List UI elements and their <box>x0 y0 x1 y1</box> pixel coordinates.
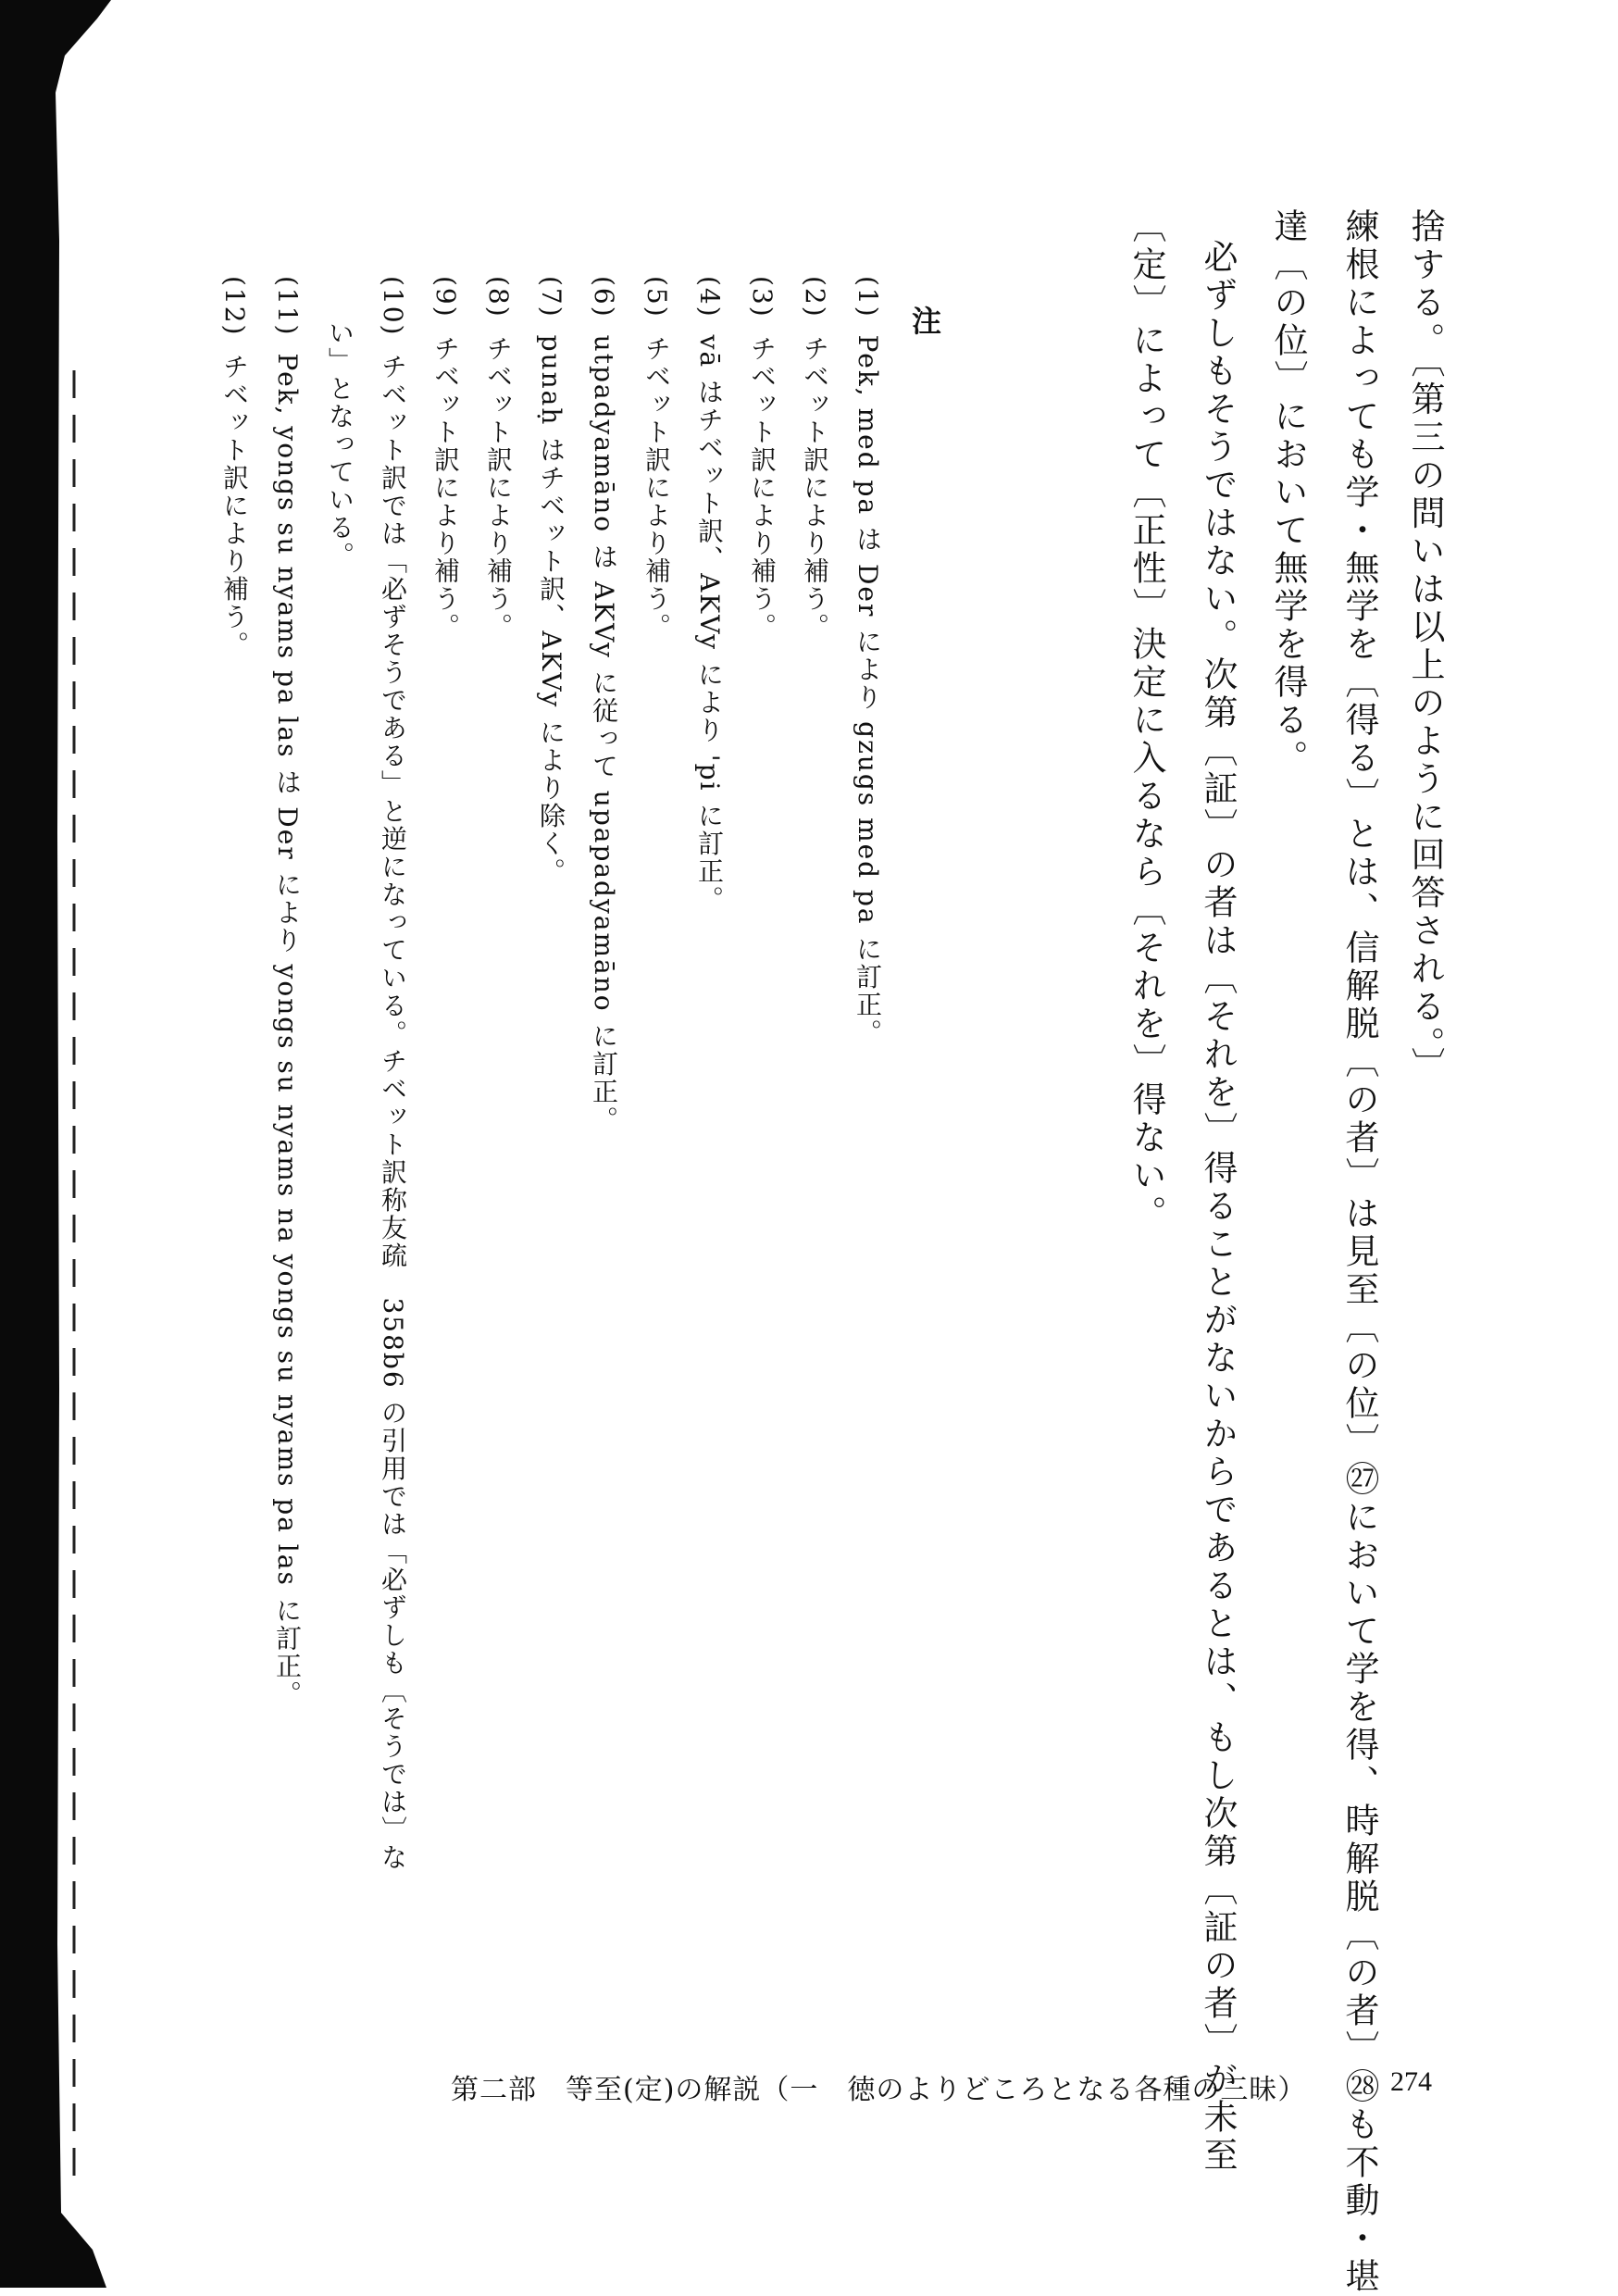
note-text: punaḥ はチベット訳、AKVy により除く。 <box>536 334 566 886</box>
main-line-3: 達〔の位〕において無学を得る。 <box>1268 208 1308 778</box>
note-number: (12) <box>219 276 250 337</box>
note-item <box>641 276 675 641</box>
note-text: い」となっている。 <box>325 319 355 569</box>
note-item <box>378 276 411 1872</box>
note-number: (11) <box>272 276 303 337</box>
note-item <box>272 276 305 1708</box>
note-number: (1) <box>853 276 883 318</box>
note-item <box>325 319 358 569</box>
note-number: (4) <box>694 276 725 318</box>
note-text: Pek, yongs su nyams pa las は Der により yongs su nyams na yongs su nyams pa las に訂正。 <box>272 353 303 1708</box>
note-text: vā はチベット訳、AKVy により 'pi に訂正。 <box>694 334 725 914</box>
note-text: チベット訳では「必ずそうである」と逆になっている。チベット訳称友疏 358b6 の引用では「必ずしも〔そうでは〕な <box>378 353 408 1872</box>
note-text: チベット訳により補う。 <box>747 334 778 641</box>
note-item <box>694 276 728 914</box>
note-item <box>853 276 886 1047</box>
note-text: チベット訳により補う。 <box>483 334 514 641</box>
note-text: utpadyamāno は AKVy に従って upapadyamāno に訂正。 <box>589 334 619 1134</box>
note-item <box>800 276 833 641</box>
binding-shadow <box>0 0 111 2288</box>
main-line-4: 必ずしもそうではない。次第〔証〕の者は〔それを〕得ることがないからであるとは、もし次第〔証の者〕が未至 <box>1198 239 1238 2175</box>
notes-heading: 注 <box>907 306 942 335</box>
note-item <box>219 276 253 659</box>
note-number: (6) <box>589 276 619 318</box>
page-footer <box>451 2066 1469 2106</box>
page-number: 274 <box>1390 2066 1432 2097</box>
note-item <box>747 276 780 641</box>
note-item <box>483 276 517 641</box>
note-text: チベット訳により補う。 <box>800 334 830 641</box>
note-text: Pek, med pa は Der により gzugs med pa に訂正。 <box>853 334 883 1047</box>
note-text: チベット訳により補う。 <box>641 334 672 641</box>
main-line-5: 〔定〕によって〔正性〕決定に入るなら〔それを〕得ない。 <box>1126 208 1166 1233</box>
note-text: チベット訳により補う。 <box>430 334 461 641</box>
main-line-1: 捨する。〔第三の問いは以上のように回答される。〕 <box>1405 208 1445 1085</box>
note-item <box>430 276 464 641</box>
main-line-2: 練根によっても学・無学を〔得る〕とは、信解脱〔の者〕は見至〔の位〕㉗において学を得、時解脱〔の者〕㉘も不動・堪 <box>1339 208 1379 2296</box>
note-number: (2) <box>800 276 830 318</box>
note-item <box>536 276 569 886</box>
note-text: チベット訳により補う。 <box>219 353 250 659</box>
note-number: (7) <box>536 276 566 318</box>
note-number: (10) <box>378 276 408 337</box>
note-number: (3) <box>747 276 778 318</box>
note-number: (8) <box>483 276 514 318</box>
note-number: (9) <box>430 276 461 318</box>
note-item <box>589 276 622 1134</box>
note-number: (5) <box>641 276 672 318</box>
running-title: 第二部 等至(定)の解説（一 徳のよりどころとなる各種の三昧） <box>451 2074 1307 2106</box>
